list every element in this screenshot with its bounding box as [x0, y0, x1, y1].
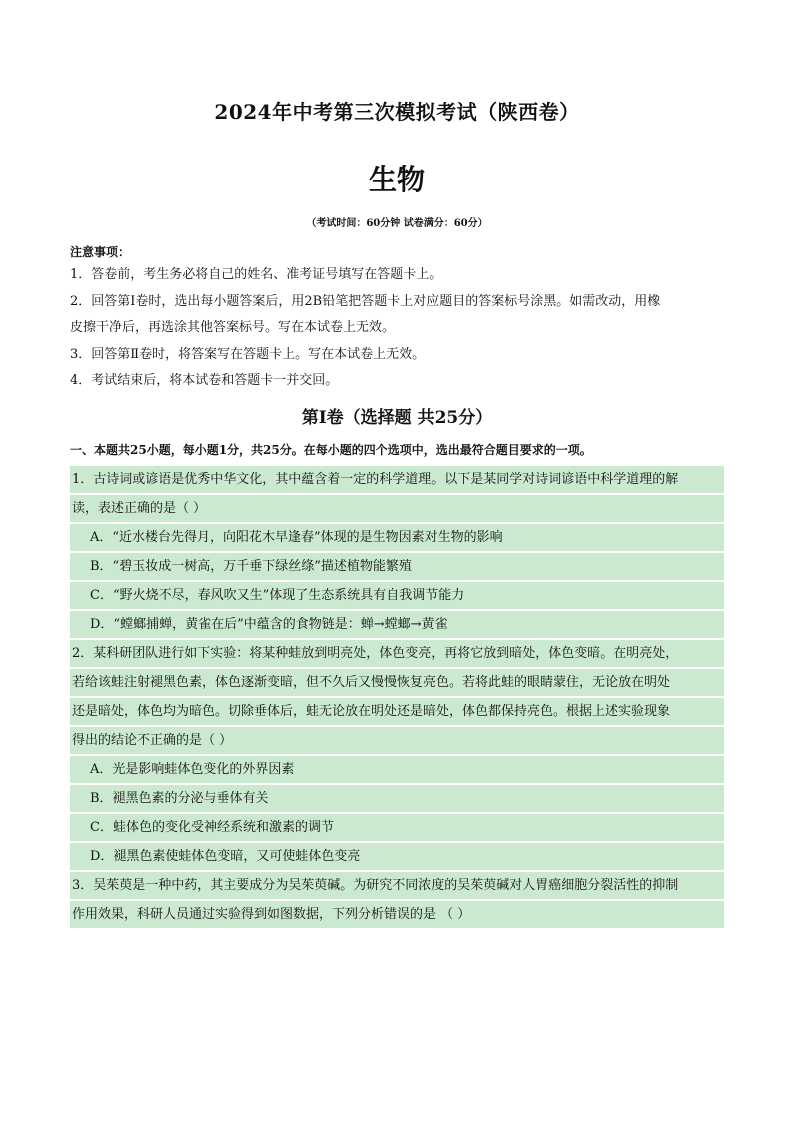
question-1-stem-line-1: 1．古诗词或谚语是优秀中华文化，其中蕴含着一定的科学道理。以下是某同学对诗词谚语中科学道理的解 — [70, 466, 724, 493]
question-2-option-d: D．褪黑色素使蛙体色变暗，又可使蛙体色变亮 — [70, 843, 724, 870]
question-1-option-c: C．“野火烧不尽，春风吹又生”体现了生态系统具有自我调节能力 — [70, 582, 724, 609]
question-1 — [70, 466, 724, 638]
question-2-stem-line-1: 2．某科研团队进行如下实验：将某种蛙放到明亮处，体色变亮，再将它放到暗处，体色变暗。在明亮处， — [70, 640, 724, 667]
section-title: 第Ⅰ卷（选择题 共25分） — [301, 408, 493, 428]
question-2-option-c: C．蛙体色的变化受神经系统和激素的调节 — [70, 814, 724, 841]
question-1-option-b: B．“碧玉妆成一树高，万千垂下绿丝绦”描述植物能繁殖 — [70, 553, 724, 580]
question-2-stem-line-3: 还是暗处，体色均为暗色。切除垂体后，蛙无论放在明处还是暗处，体色都保持亮色。根据上述实验现象 — [70, 698, 724, 725]
question-2 — [70, 640, 724, 870]
question-1-option-a: A．“近水楼台先得月，向阳花木早逢春”体现的是生物因素对生物的影响 — [70, 524, 724, 551]
section-instruction: 一、本题共25小题，每小题1分，共25分。在每小题的四个选项中，选出最符合题目要求的一项。 — [70, 443, 592, 457]
exam-title: 2024年中考第三次模拟考试（陕西卷） — [214, 100, 580, 124]
note-line-3: 3．回答第Ⅱ卷时，将答案写在答题卡上。写在本试卷上无效。 — [70, 346, 426, 362]
question-1-stem-line-2: 读，表述正确的是（ ） — [70, 495, 724, 522]
question-3-stem-line-2: 作用效果，科研人员通过实验得到如图数据，下列分析错误的是 （ ） — [70, 901, 724, 928]
question-2-stem-line-4: 得出的结论不正确的是（ ） — [70, 727, 724, 754]
question-2-option-a: A．光是影响蛙体色变化的外界因素 — [70, 756, 724, 783]
subject-title: 生物 — [368, 163, 425, 196]
question-2-option-b: B．褪黑色素的分泌与垂体有关 — [70, 785, 724, 812]
note-line-1: 1．答卷前，考生务必将自己的姓名、准考证号填写在答题卡上。 — [70, 267, 443, 282]
question-3 — [70, 872, 724, 928]
notes-block — [70, 242, 724, 395]
question-1-option-d: D．“螳螂捕蝉，黄雀在后”中蕴含的食物链是：蝉→螳螂→黄雀 — [70, 611, 724, 638]
note-line-2: 2．回答第Ⅰ卷时，选出每小题答案后，用2B铅笔把答题卡上对应题目的答案标号涂黑。如需改动，用橡 — [70, 293, 661, 309]
note-line-4: 4．考试结束后，将本试卷和答题卡一并交回。 — [70, 373, 339, 388]
question-2-stem-line-2: 若给该蛙注射褪黑色素，体色逐渐变暗，但不久后又慢慢恢复亮色。若将此蛙的眼睛蒙住，无论放在明处 — [70, 669, 724, 696]
questions-list — [70, 466, 724, 930]
exam-info: （考试时间：60分钟 试卷满分：60分） — [306, 218, 488, 229]
notes-title: 注意事项： — [70, 245, 131, 259]
note-line-2-cont: 皮擦干净后，再选涂其他答案标号。写在本试卷上无效。 — [70, 320, 396, 335]
question-3-stem-line-1: 3．吴茱萸是一种中药，其主要成分为吴茱萸碱。为研究不同浓度的吴茱萸碱对人胃癌细胞分裂活性的抑制 — [70, 872, 724, 899]
